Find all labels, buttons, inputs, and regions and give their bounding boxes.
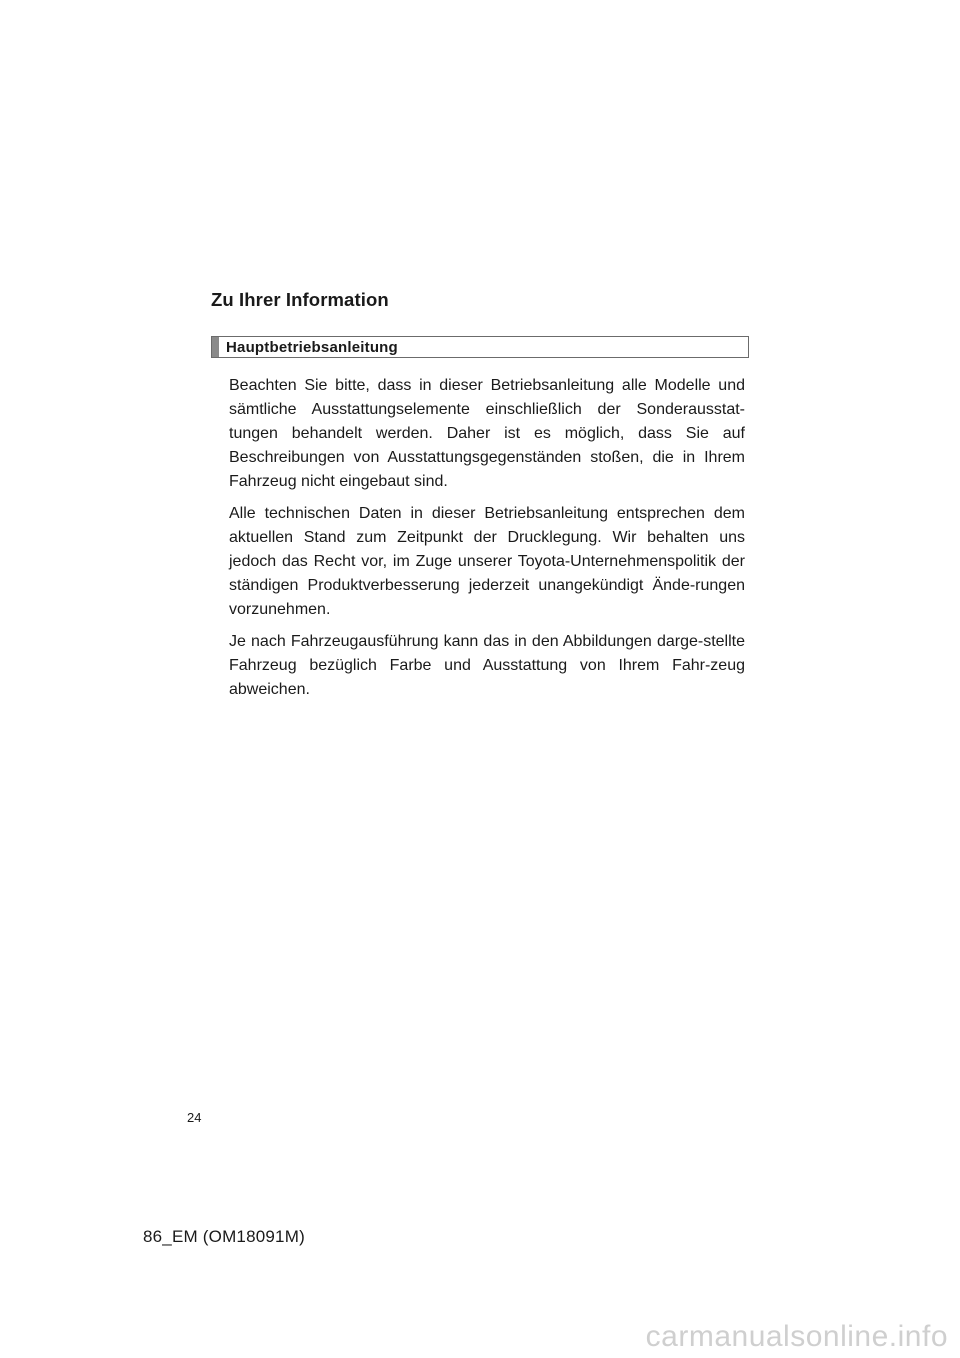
section-marker: [212, 337, 219, 357]
page-number: 24: [187, 1110, 202, 1125]
section-header: [211, 336, 749, 358]
section-body: [229, 374, 745, 710]
paragraph-2: Alle technischen Daten in dieser Betriebsanleitung entsprechen dem aktuellen Stand zum Zeitpunkt der Drucklegung. Wir behalten uns jedoch das Recht vor, im Zuge unserer Toyota-Unternehmenspolitik der ständigen Produktverbesserung jederzeit unangekündigt Ände-rungen vorzunehmen.: [229, 505, 745, 618]
page-title: Zu Ihrer Information: [211, 289, 389, 310]
watermark: carmanualsonline.info: [645, 1320, 948, 1353]
document-code: 86_EM (OM18091M): [143, 1227, 305, 1246]
paragraph-3: Je nach Fahrzeugausführung kann das in den Abbildungen darge-stellte Fahrzeug bezüglich Farbe und Ausstattung von Ihrem Fahr-zeug abweichen.: [229, 633, 745, 698]
paragraph-1: Beachten Sie bitte, dass in dieser Betriebsanleitung alle Modelle und sämtliche Ausstattungselemente einschließlich der Sonderausstat-tungen behandelt werden. Daher ist es möglich, dass Sie auf Beschreibungen von Ausstattungsgegenständen stoßen, die in Ihrem Fahrzeug nicht eingebaut sind.: [229, 377, 745, 490]
section-title: Hauptbetriebsanleitung: [226, 338, 398, 356]
